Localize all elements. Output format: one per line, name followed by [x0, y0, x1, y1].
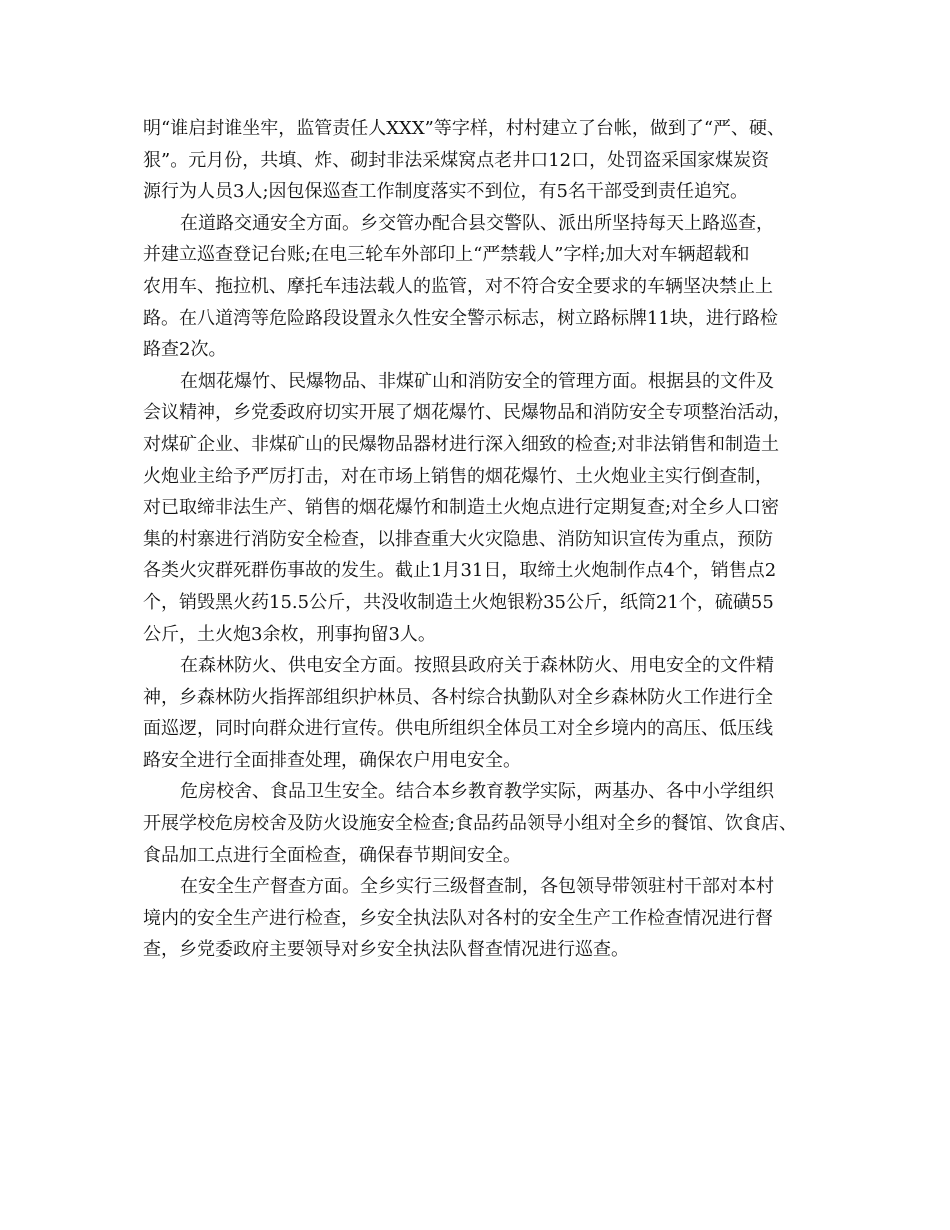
text-line: 对已取缔非法生产、销售的烟花爆竹和制造土火炮点进行定期复查;对全乡人口密	[143, 497, 780, 519]
paragraph-supervision-end	[143, 113, 823, 208]
text-line: 食品加工点进行全面检查，确保春节期间安全。	[143, 844, 521, 866]
text-line: 境内的安全生产进行检查，乡安全执法队对各村的安全生产工作检查情况进行督	[143, 907, 773, 929]
text-line: 公斤，土火炮3余枚，刑事拘留3人。	[143, 623, 436, 645]
text-line: 神，乡森林防火指挥部组织护林员、各村综合执勤队对全乡森林防火工作进行全	[143, 686, 773, 708]
text-line: 查，乡党委政府主要领导对乡安全执法队督查情况进行巡查。	[143, 939, 629, 961]
paragraph-road-traffic	[143, 208, 823, 366]
paragraph-school-food	[143, 776, 823, 871]
paragraph-production-supervision	[143, 871, 823, 966]
text-line: 对煤矿企业、非煤矿山的民爆物品器材进行深入细致的检查;对非法销售和制造土	[143, 433, 780, 455]
text-line: 集的村寨进行消防安全检查，以排查重大火灾隐患、消防知识宣传为重点，预防	[143, 528, 773, 550]
text-line: 源行为人员3人;因包保巡查工作制度落实不到位，有5名干部受到责任追究。	[143, 181, 748, 203]
text-line: 在道路交通安全方面。乡交管办配合县交警队、派出所坚持每天上路巡查，	[180, 212, 774, 234]
text-line: 在烟花爆竹、民爆物品、非煤矿山和消防安全的管理方面。根据县的文件及	[180, 370, 774, 392]
text-line: 在安全生产督查方面。全乡实行三级督查制，各包领导带领驻村干部对本村	[180, 876, 774, 898]
text-line: 路安全进行全面排查处理，确保农户用电安全。	[143, 749, 521, 771]
paragraph-forest-power	[143, 650, 823, 776]
text-line: 危房校舍、食品卫生安全。结合本乡教育教学实际，两基办、各中小学组织	[180, 781, 774, 803]
text-line: 路。在八道湾等危险路段设置永久性安全警示标志，树立路标牌11块，进行路检	[143, 307, 778, 329]
text-line: 狠”。元月份，共填、炸、砌封非法采煤窝点老井口12口，处罚盗采国家煤炭资	[143, 149, 770, 171]
text-line: 农用车、拖拉机、摩托车违法载人的监管，对不符合安全要求的车辆坚决禁止上	[143, 275, 773, 297]
text-line: 火炮业主给予严厉打击，对在市场上销售的烟花爆竹、土火炮业主实行倒查制，	[143, 465, 773, 487]
text-line: 开展学校危房校舍及防火设施安全检查;食品药品领导小组对全乡的餐馆、饮食店、	[143, 813, 798, 835]
text-line: 面巡逻，同时向群众进行宣传。供电所组织全体员工对全乡境内的高压、低压线	[143, 718, 773, 740]
text-line: 在森林防火、供电安全方面。按照县政府关于森林防火、用电安全的文件精	[180, 655, 774, 677]
text-line: 个，销毁黑火药15.5公斤，共没收制造土火炮银粉35公斤，纸筒21个，硫磺55	[143, 591, 774, 613]
text-line: 各类火灾群死群伤事故的发生。截止1月31日，取缔土火炮制作点4个，销售点2	[143, 560, 777, 582]
text-line: 并建立巡查登记台账;在电三轮车外部印上“严禁载人”字样;加大对车辆超载和	[143, 244, 750, 266]
document-body	[143, 113, 823, 966]
text-line: 会议精神，乡党委政府切实开展了烟花爆竹、民爆物品和消防安全专项整治活动，	[143, 402, 791, 424]
text-line: 路查2次。	[143, 339, 227, 361]
text-line: 明“谁启封谁坐牢，监管责任人XXX”等字样，村村建立了台帐，做到了“严、硬、	[143, 118, 786, 139]
paragraph-fireworks-explosives	[143, 366, 823, 650]
